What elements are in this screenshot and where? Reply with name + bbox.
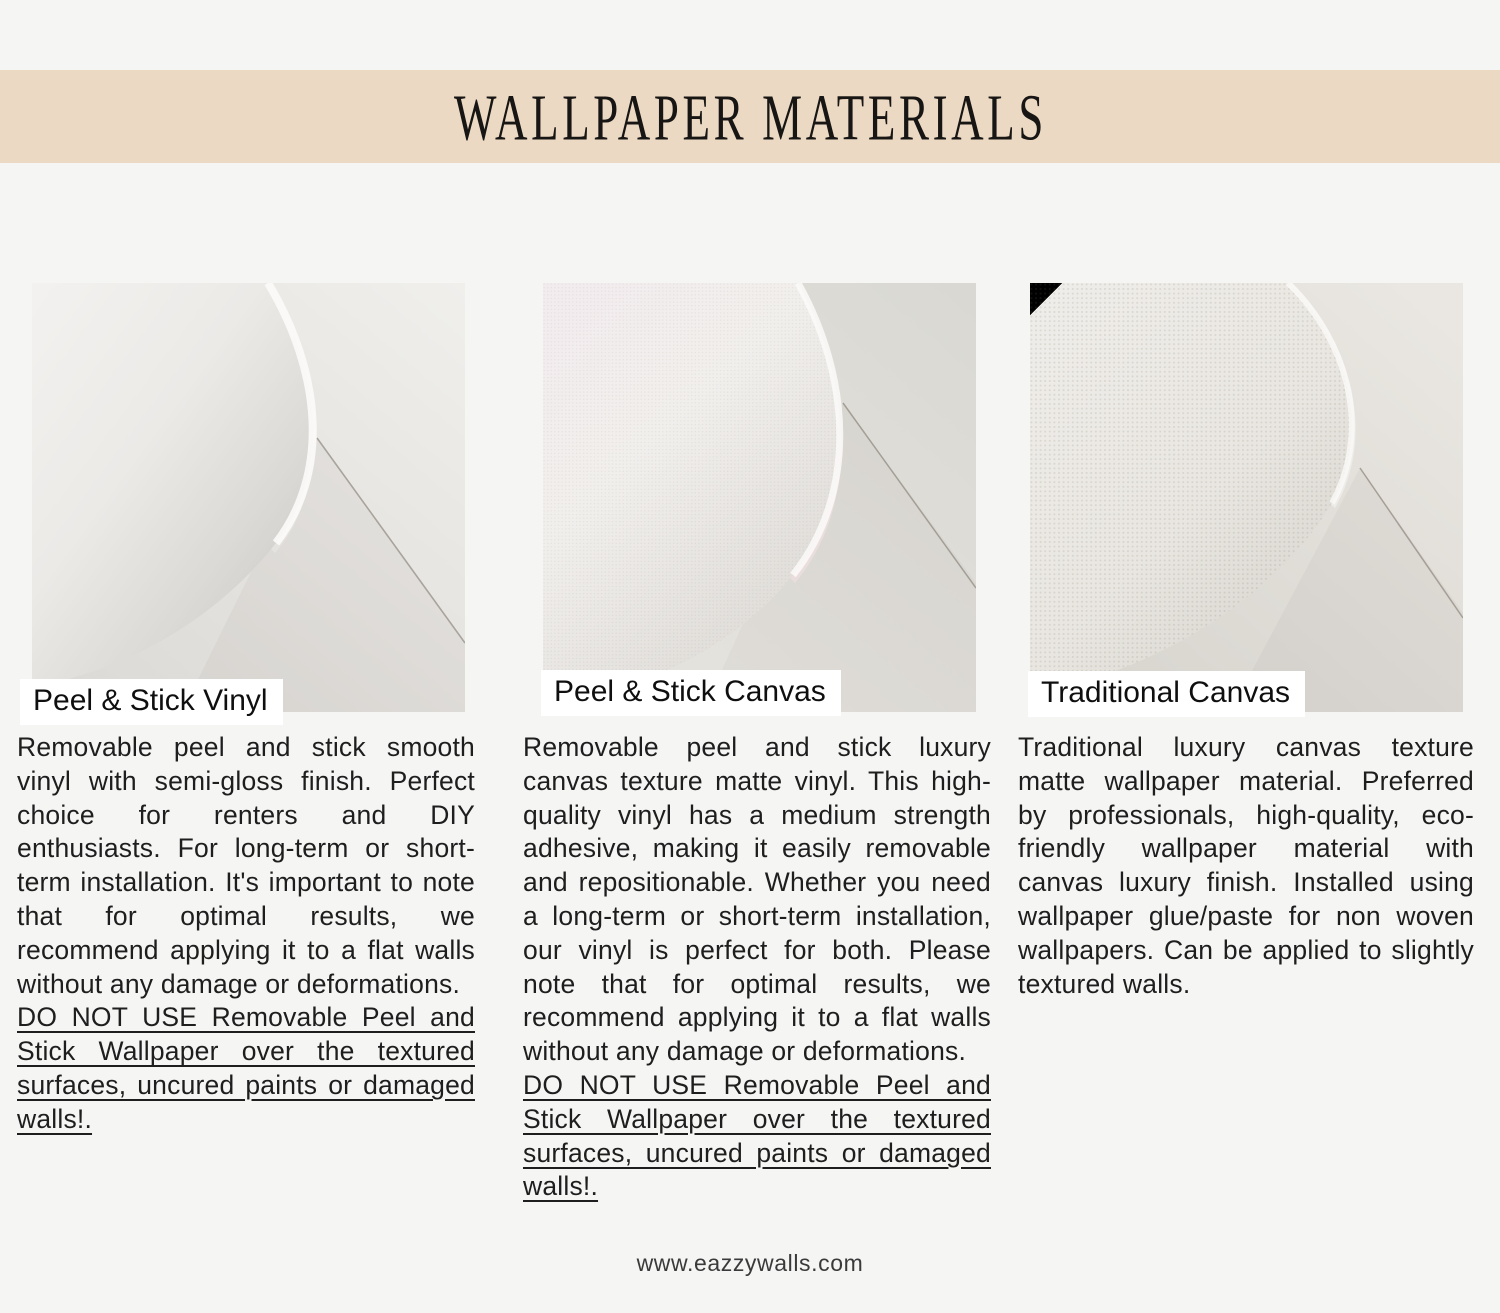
curled-sheet-illustration — [1030, 283, 1463, 712]
material-name-canvas-vinyl: Peel & Stick Canvas — [541, 670, 841, 716]
material-description-canvas-vinyl — [523, 731, 991, 1204]
material-description-vinyl — [17, 731, 475, 1137]
website-url: www.eazzywalls.com — [636, 1250, 864, 1276]
traditional-canvas-sample-image — [1030, 283, 1463, 712]
description-text: Traditional luxury canvas texture matte wallpaper material. Preferred by professionals, high-quality, eco-friendly wallpaper material with canvas luxury finish. Installed using wallpaper glue/paste for non woven wallpapers. Can be applied to slightly textured walls. — [1018, 732, 1474, 999]
warning-text: DO NOT USE Removable Peel and Stick Wallpaper over the textured surfaces, uncured paints or damaged walls!. — [17, 1002, 475, 1134]
canvas-vinyl-sample-image — [543, 283, 976, 712]
curled-sheet-illustration — [32, 283, 465, 712]
material-description-traditional-canvas — [1018, 731, 1474, 1001]
description-text: Removable peel and stick luxury canvas texture matte vinyl. This high-quality vinyl has a medium strength adhesive, making it easily removable and repositionable. Whether you need a long-term or short-term installation, our vinyl is perfect for both. Please note that for optimal results, we recommend applying it to a flat walls without any damage or deformations. — [523, 732, 991, 1067]
material-name-traditional-canvas: Traditional Canvas — [1028, 671, 1305, 717]
curled-sheet-illustration — [543, 283, 976, 712]
material-name-vinyl: Peel & Stick Vinyl — [20, 679, 283, 725]
warning-text: DO NOT USE Removable Peel and Stick Wallpaper over the textured surfaces, uncured paints or damaged walls!. — [523, 1069, 991, 1202]
page-title: WALLPAPER MATERIALS — [453, 79, 1047, 154]
title-band — [0, 70, 1500, 163]
description-text: Removable peel and stick smooth vinyl with semi-gloss finish. Perfect choice for renters and DIY enthusiasts. For long-term or short-term installation. It's important to note that for optimal results, we recommend applying it to a flat walls without any damage or deformations. — [17, 732, 475, 999]
vinyl-sample-image — [32, 283, 465, 712]
